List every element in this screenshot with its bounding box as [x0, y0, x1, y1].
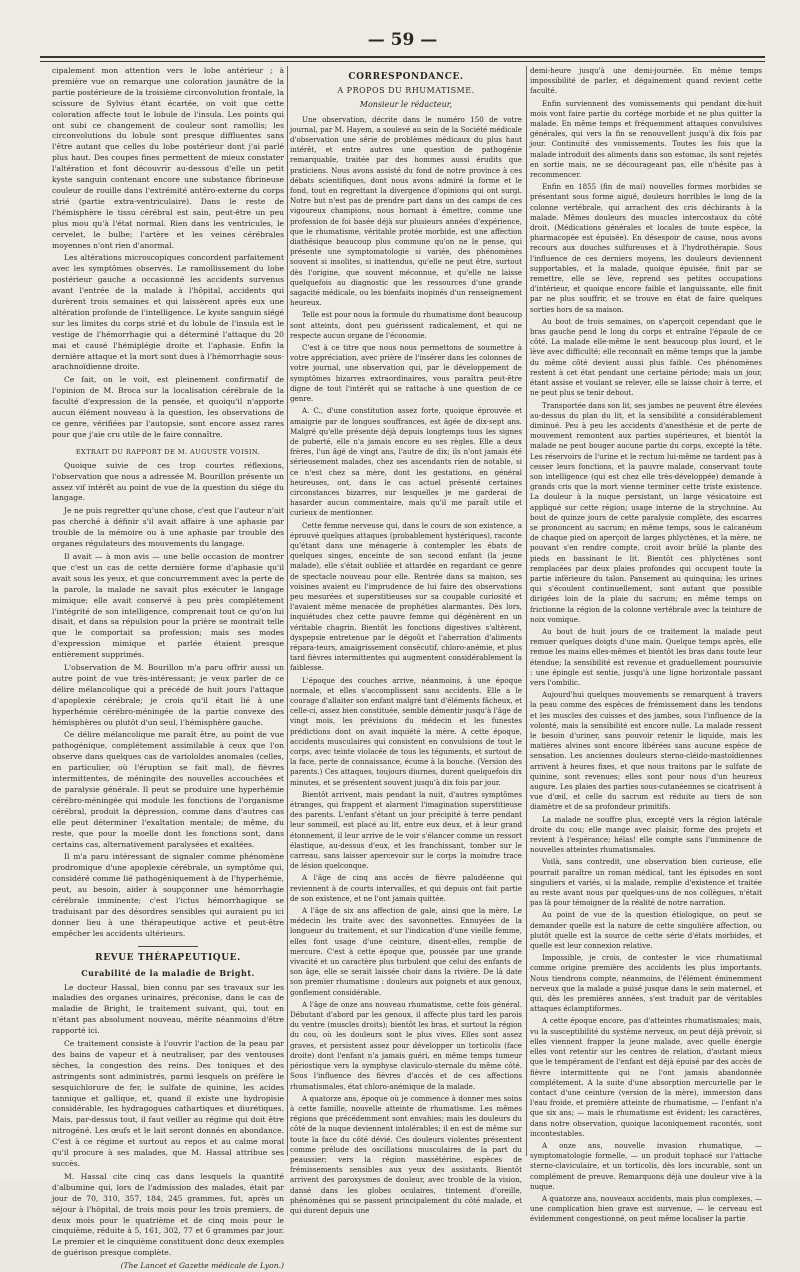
paragraph: Cette femme nerveuse qui, dans le cours de son existence, a éprouvé quelques attaques (probablement hystériques), raconte qu'étant dans une ménagerie à contempler les ébats de quelques singes, enceinte de son second enfant (la jeune malade), elle s'était oubliée et attardée en regardant ce genre de spectacle nouveau pour elle. Rentrée dans sa maison, ses voisines avaient eu l'imprudence de lui faire des observations peu mesurées et superstitieuses sur sa coupable curiosité et l'avaient même menacée de prophéties alarmantes. Dès lors, inquiétudes chez cette pauvre femme qui dégénèrent en un véritable chagrin. Bientôt les fonctions digestives s'altèrent, dyspepsie entretenue par le dégoût et l'aberration d'aliments répara-teurs, amaigrissement consécutif, chloro-anémie, et plus tard fièvres intermittentes qui augmentent considérablement la faiblesse. [290, 520, 522, 673]
column-right [530, 66, 762, 1224]
page-header [40, 30, 765, 60]
paragraph: Quoique suivie de ces trop courtes réflexions, l'observation que nous a adressée M. Bourillon présente un assez vif intérêt au point de vue de la question du siége du langage. [52, 460, 284, 503]
section-title-correspondance: CORRESPONDANCE. [348, 72, 464, 82]
paragraph: A quatorze ans, nouveaux accidents, mais plus complexes, — une complication bien grave est survenue, — le cerveau est évidemment congestionné, on peut même localiser la partie [530, 1193, 762, 1224]
paragraph: cipalement mon attention vers le lobe antérieur ; à première vue on remarque une coloration jaunâtre de la partie postérieure de la troisième circonvolution frontale, la scissure de Sylvius étant écartée, on voit que cette coloration affecte tout le lobule de l'insula. Les points qui ont subi ce changement de couleur sont ramollis; les circonvolutions du lobule sont presque diffluentes sans l'être autant que celles du lobe postérieur dont j'ai parlé plus haut. Des coupes fines permettent de mieux constater l'altération et font découvrir au-dessous d'elle un petit kyste sanguin contenant encore une substance fibrineuse couleur de rouille dans l'extrémité antéro-externe du corps strié (partie extra-ventriculaire). Dans le reste de l'hémisphère le tissu cérébral est sain, peut-être un peu plus mou qu'à l'état normal. Rien dans les ventricules, le cervelet, le bulbe; l'artère et les veines cérébrales moyennes n'ont rien d'anormal. [52, 66, 284, 250]
paragraph: Je ne puis regretter qu'une chose, c'est que l'auteur n'ait pas cherché à définir s'il avait affaire à une aphasie par trouble de la mémoire ou à une aphasie par trouble des organes régulateurs des mouvements du langage. [52, 506, 284, 549]
paragraph: Au point de vue de la question étiologique, on peut se demander quelle est la nature de cette singulière affection, ou plutôt quelle est la source de cette série d'états morbides, et quelle est leur connexion relative. [530, 910, 762, 951]
section-subtitle: Curabilité de la maladie de Bright. [81, 967, 255, 978]
paragraph: Bientôt arrivent, mais pendant la nuit, d'autres symptômes étranges, qui frappent et alarment l'imagination superstitieuse des parents. L'enfant s'étant un jour précipité à terre pendant leur sommeil, est placé au lit, entre eux deux, et à leur grand étonnement, il leur arrive de le voir s'élancer comme un ressort élastique, au-dessus d'eux, et les franchissant, tomber sur le carreau, sans laisser apercevoir sur le corps la moindre trace de lésion quelconque. [290, 789, 522, 871]
paragraph: Ce fait, on le voit, est pleinement confirmatif de l'opinion de M. Broca sur la localisation cérébrale de la faculté d'expression de la pensée, et quoiqu'il n'apporte aucun élément nouveau à la question, les observations de ce genre, vérifiées par l'autopsie, sont encore assez rares pour que j'aie cru utile de le faire connaître. [52, 375, 284, 439]
header-rule [40, 56, 765, 62]
salutation: Monsieur le rédacteur, [359, 100, 453, 110]
paragraph: Il m'a paru intéressant de signaler comme phénomène prodromique d'une apoplexie cérébrale, un symptôme qui, considéré comme lié pathogéniquement à de l'hyperhémie, peut, au besoin, aider à soupçonner une hémorrhagie cérébrale imminente; c'est l'ictus hémorrhagique se traduisant par des désordres sensibles qui auraient pu ici donner lieu à une thérapeutique active et peut-être empêcher les accidents ultérieurs. [52, 852, 284, 938]
column-middle [290, 66, 522, 1215]
paragraph: Voilà, sans contredit, une observation bien curieuse, elle pourrait paraître un roman médical, tant les épisodes en sont singuliers et variés, si la malade, remplie d'existence et traitée au reste avant nous par quelques-uns de nos collègues, n'était pas là pour témoigner de la réalité de notre narration. [530, 857, 762, 908]
section-subtitle: A PROPOS DU RHUMATISME. [337, 86, 475, 96]
source-citation: (The Lancet et Gazette médicale de Lyon.) [120, 1261, 284, 1271]
paragraph: Au bout de trois semaines, on s'aperçoit cependant que le bras gauche pend le long du corps et entraîne l'épaule de ce côté. La malade elle-même le sent beaucoup plus lourd, et le lève avec difficulté; elle reconnaît en même temps que la jambe du même côté devient aussi plus faible. Ces phénomènes restent à cet état pendant une certaine période; mais un jour, étant assise et voulant se relever, elle se laisse choir à terre, et ne peut plus se tenir debout. [530, 316, 762, 398]
paragraph: L'observation de M. Bourillon m'a paru offrir aussi un autre point de vue très-intéressant; je veux parler de ce délire mélancolique qui a précédé de huit jours l'attaque d'apoplexie cérébrale; je crois qu'il était lié à une hyperhémie cérébro-méningée de la partie convexe des hémisphères ou plutôt d'un seul, l'hémisphère gauche. [52, 663, 284, 727]
paragraph: C'est à ce titre que nous nous permettons de soumettre à votre appréciation, avec prière de l'insérer dans les colonnes de votre journal, une observation qui, par le développement de symptômes bizarres extraordinaires, vous paraîtra peut-être digne de tout l'intérêt qui se rattache à une question de ce genre. [290, 343, 522, 404]
paragraph: M. Hassal cite cinq cas dans lesquels la quantité d'albumine qui, lors de l'admission des malades, était par jour de 70, 310, 357, 184, 245 grammes, fut, après un séjour à l'hôpital, de trois mois pour les trois premiers, de deux mois pour le quatrième et de cinq mois pour le cinquième, réduite à 5, 161, 302, 77 et 6 grammes par jour. Le premier et le cinquième constituent donc deux exemples de guérison presque complète. [52, 1171, 284, 1258]
paragraph: Telle est pour nous la formule du rhumatisme dont beaucoup sont atteints, dont peu guérissent radicalement, et qui ne respecte aucun organe de l'économie. [290, 310, 522, 340]
paragraph: A. C., d'une constitution assez forte, quoique éprouvée et amaigrie par de longues souffrances, est âgée de dix-sept ans. Malgré qu'elle présente déjà depuis longtemps tous les signes de puberté, elle n'a jamais encore eu ses règles. Elle a deux frères, l'un âgé de vingt ans, l'autre de dix; ils n'ont jamais été sérieusement malades, chez ses ascendants rien de notable, si ce n'est chez sa mère, dont les gestations, en général heureuses, ont, dans le cas actuel présenté certaines circonstances bizarres, sur lesquelles je me garderai de hasarder aucun commentaire, mais qu'il me paraît utile et curieux de mentionner. [290, 406, 522, 518]
paragraph: Ce délire mélancolique me paraît être, au point de vue pathogénique, complétement assimilable à ceux que l'on observe dans quelques cas de variololdes anomales (celles, en particulier, où l'éruption se fait mal), de fièvres intermittentes, de méningite des nouvelles accouchées et de paralysie générale. Il peut se produire une hyperhémie cérébro-méningée qui module les fonctions de l'organisme cérébral, produit la dépression, comme dans d'autres cas elle peut déterminer l'exaltation mentale; de même, du reste, que pour la moelle dont les fonctions sont, dans certains cas, alternativement paralysées et exaltées. [52, 730, 284, 849]
column-left [52, 66, 284, 1271]
paragraph: Le docteur Hassal, bien connu par ses travaux sur les maladies des organes urinaires, préconise, dans le cas de maladie de Bright, le traitement suivant, qui, tout en n'étant pas absolument nouveau, mérite néanmoins d'être rapporté ici. [52, 982, 284, 1036]
paragraph: Enfin en 1855 (fin de mai) nouvelles formes morbides se présentant sous forme aiguë, douleurs horribles le long de la colonne vertébrale, qui arrachent des cris déchirants à la malade. Mêmes douleurs des muscles intercostaux du côté droit. (Médications générales et locales de toute espèce, la pharmacopée est épuisée). En désespoir de cause, nous avons recours aux douches sulfureuses et à l'hydrothérapie. Sous l'influence de ces derniers moyens, les douleurs deviennent supportables, et la malade, quoique épuisée, finit par se remettre, elle se lève, reprend ses petites occupations d'intérieur, et quoique encore faible et languissante, elle finit par ne plus souffrir, et se trouve en état de faire quelques sorties hors de sa maison. [530, 182, 762, 314]
paragraph: Ce traitement consiste à l'ouvrir l'action de la peau par des bains de vapeur et à neutraliser, par des ventouses sèches, la congestion des reins. Des toniques et des astringents sont administrés, parmi lesquels on préfère le sesquichlorure de fer, le sulfate de quinine, les acides tannique et gallique, et, quand il existe une hydropisie considérable, les hydragogues cathartiques et diurétiques. Mais, par-dessus tout, il faut veiller au régime qui doit être nitrogéné. Les œufs et le lait seront donnés en abondance. C'est à ce régime et surtout au repos et au calme moral qu'il procure à ses malades, que M. Hassal attribue ses succès. [52, 1039, 284, 1168]
section-divider [138, 946, 198, 947]
paragraph: demi-heure jusqu'à une demi-journée. En même temps impossibilité de parler, et dégainement quand revient cette faculté. [530, 66, 762, 96]
paragraph: L'époque des couches arrive, néanmoins, à une époque normale, et elles s'accomplissent sans accidents. Elle a le courage d'allaiter son enfant malgré tant d'éléments fâcheux, et celle-ci, assez bien constituée, semble démentir jusqu'à l'âge de vingt mois, les prévisions du médecin et les funestes prédictions dont on avait inquiété la mère. A cette époque, accidents musculaires qui consistent en convulsions de tout le corps, avec teinte violacée de tous les téguments, et surtout de la face, perte de connaissance, écume à la bouche. (Version des parents.) Ces attaques, toujours diurnes, durent quelquefois dix minutes, et se présentent souvent jusqu'à dix fois par jour. [290, 675, 522, 787]
page-number: — 59 — [367, 30, 438, 50]
paragraph: Les altérations microscopiques concordent parfaitement avec les symptômes observés. Le ramollissement du lobe postérieur gauche a occasionné les accidents survenus avant l'entrée de la malade à l'hôpital, accidents qui durèrent trois semaines et qui laissèrent après eux une altération profonde de l'intelligence. Le kyste sanguin siégé sur les limites du corps strié et du lobule de l'insula est le vestige de l'hémorrhagie qui a déterminé l'attaque du 20 mai et causé l'hémiplégie droite et l'aphasie. Enfin la dernière attaque et la mort sont dues à l'hémorrhagie sous-arachnoïdienne droite. [52, 253, 284, 372]
paragraph: Une observation, décrite dans le numéro 150 de votre journal, par M. Hayem, a soulevé au sein de la Société médicale d'observation une série de problèmes médicaux du plus haut intérêt, et entre autres une question de pathogénie remarquable, traitée par des hommes aussi érudits que praticiens. Nous avons assisté du fond de notre province à ces débats scientifiques, dont nous avons admiré la forme et le fond, tout en regrettant la divergence d'opinions qui ont surgi. Notre but n'est pas de prendre part dans un des camps de ces vigoureux champions, nous bornant à émettre, comme une profession de foi basée déjà sur plusieurs années d'expérience, que le rhumatisme, véritable protée morbide, est une affection diathésique beaucoup plus commune qu'on ne le pense, qui présente une symptomatologie si variée, des phénomènes souvent si insolites, si inattendus, qu'elle ne peut être, surtout dès l'origine, que souvent méconnue, et qu'elle ne laisse quelquefois au diagnostic que les ressources d'une grande sagacité médicale, ou les bienfaits inopinés d'un renseignement heureux. [290, 114, 522, 308]
paragraph: A quatorze ans, époque où je commence à donner mes soins à cette famille, nouvelle atteinte de rhumatisme. Les mêmes régions que précédemment sont envahies; mais les douleurs du côté de la nuque deviennent intolérables; il en est de même sur toute la face du côté dévié. Ces douleurs violentes présentent comme prélude des oscillations musculaires de la part du peaussier; vers la région massétérine, espèces de frémissements sensibles aux yeux des assistants. Bientôt arrivent des paroxysmes de douleur, avec trouble de la vision, dansé dans les globes oculaires, tintement d'oreille, phénomènes qui se passent principalement du côté malade, et qui durent depuis une [290, 1093, 522, 1215]
paragraph: Au bout de huit jours de ce traitement la malade peut remuer quelques doigts d'une main. Quelque temps après, elle remue les mains elles-mêmes et bientôt les bras dans toute leur étendue; la sensibilité est revenue et graduellement poursuivie : une épingle est sentie, jusqu'à une ligne horizontale passant vers l'ombilic. [530, 626, 762, 687]
extract-heading: EXTRAIT DU RAPPORT DE M. AUGUSTE VOISIN. [75, 447, 261, 456]
paragraph: Aujourd'hui quelques mouvements se remarquent à travers la peau comme des espèces de frémissement dans les tendons et les muscles des cuisses et des jambes, sous l'influence de la volonté, mais la sensibilité est encore nulle. La malade ressent le besoin d'uriner, sans pouvoir retenir le liquide, mais les matières alvines sont encore libérées sans aucune espèce de sensation. Les anciennes douleurs sterno-cléido-mastoïdiennes arrivent à heures fixes, et que nous traitons par le sulfate de quinine, sont revenues; elles sont pour nous d'un heureux augure. Les plaies des parties sous-cutanéennes se cicatrisent à vue d'œil, et celle du sacrum est réduite au tiers de son diamètre et de sa profondeur primitifs. [530, 690, 762, 812]
paragraph: A l'âge de cinq ans accès de fièvre paludéenne qui reviennent à de courts intervalles, et qui depuis ont fait partie de son existence, et ne l'ont jamais quittée. [290, 873, 522, 903]
section-title-revue: REVUE THÉRAPEUTIQUE. [95, 952, 241, 963]
paragraph: La malade ne souffre plus, excepté vers la région latérale droite du cou; elle mange avec plaisir, forme des projets et revient à l'espérance; hélas! elle compte sans l'imminence de nouvelles atteintes rhumatismales. [530, 814, 762, 855]
paragraph: Il avait — à mon avis — une belle occasion de montrer que c'est un cas de cette dernière forme d'aphasie qu'il avait sous les yeux, et que concurremment avec la perte de la parole, la malade ne savait plus exécuter le langage mimique; elle avait conservé à peu près complétement l'intégrité de son intelligence, comprenait tout ce qu'on lui disait, et dans sa répulsion pour la prière se montrait telle que le comportait sa profession; mais ses modes d'expression mimique et parlée étaient presque entièrement supprimés. [52, 551, 284, 660]
paragraph: A l'âge de six ans affection de gale, ainsi que la mère. Le médecin les traite avec des savonnettes. Ennuyées de la longueur du traitement, et sur l'indication d'une vieille femme, elles font usage d'une ceinture, disent-elles, remplie de mercure. C'est à cette époque que, poussée par une grande vivacité et un caractère plus turbulent que celui des enfants de son âge, elle se serait laissée choir dans la rivière. De là date son premier rhumatisme : douleurs aux poignets et aux genoux, gonflement considérable. [290, 906, 522, 997]
column-divider-left [287, 66, 288, 1156]
paragraph: A l'âge de onze ans nouveau rhumatisme, cette fois général. Débutant d'abord par les genoux, il affecte plus tard les parois du ventre (muscles droits); bientôt les bras, et surtout la région du cou, où les douleurs sont le plus vives. Elles sont assez graves, et persistent assez pour développer un torticolis (face droite) dont l'enfant n'a jamais guéri, en même temps tumeur périostique vers la symphyse claviculo-sternale du même côté. Sous l'influence des fièvres d'accès et de ces affections rhumatismales, état chloro-anémique de la malade. [290, 999, 522, 1091]
paragraph: Enfin surviennent des vomissements qui pendant dix-huit mois vont faire partie du cortége morbide et ne plus quitter la malade. En même temps et fréquemment attaques convulsives générales, qui vers la fin se renouvellent jusqu'à dix fois par jour. Continuité des vomissements. Toutes les fois que la malade introduit des aliments dans son estomac, ils sont rejetés en sortie mais, ne se décourageant pas, elle n'hésite pas à recommencer. [530, 98, 762, 180]
column-divider-right [526, 66, 527, 1156]
paragraph: A onze ans, nouvelle invasion rhumatique, — symptomatologie formelle, — un produit tophacé sur l'attache sterno-claviculaire, et un torticolis, dès lors incurable, sont un complément de preuve. Remarquons déjà une douleur vive à la nuque. [530, 1140, 762, 1191]
paragraph: Impossible, je crois, de contester le vice rhumatismal comme origine première des accidents les plus importants. Nous tiendrons compte, néanmoins, de l'élément éminemment nerveux que la malade a puisé jusque dans le sein maternel, et qui, dès les premières années, s'est traduit par de véritables attaques éclamptiformes. [530, 953, 762, 1014]
paragraph: A cette époque encore, pas d'atteintes rhumatismales; mais, vu la susceptibilité du système nerveux, on peut déjà prévoir, si elles viennent frapper la jeune malade, avec quelle énergie elles vont retentir sur les centres de relation, d'autant mieux que le tempérament de l'enfant est déjà épuisé par des accès de fièvre intermittente qui ne l'ont jamais abandonnée complétement. A la suite d'une absorption mercurielle par le contact d'une ceinture (version de la mère), immersion dans l'eau froide, et première atteinte de rhumatisme, — l'enfant n'a que six ans; — mais le rhumatisme est évident; les caractères, dans notre observation, quoique laconiquement racontés, sont incontestables. [530, 1016, 762, 1138]
paragraph: Transportée dans son lit, ses jambes ne peuvent être élevées au-dessus du plan du lit, et la sensibilité a considérablement diminué. Peu à peu les accidents d'anesthésie et de perte de mouvement remontent aux parties supérieures, et bientôt la malade ne peut bouger aucune partie du corps, excepté la tête. Les réservoirs de l'urine et le rectum lui-même ne tardent pas à cesser leurs fonctions, et la pauvre malade, conservant toute son intelligence (qui est chez elle très-développée) demande à grands cris que la mort vienne terminer cette triste existence. La douleur à la nuque persistant, un large vésicatoire est appliqué sur cette région; usage interne de la strychnine. Au bout de quinze jours de cette paralysie complète, des escarres se prononcent au sacrum; en même temps, sous le calcanéum de chaque pied on aperçoit de larges phlyctènes, et la mère, ne pouvant s'en rendre compte, croit avoir brûlé la plante des pieds en bassinant le lit. Bientôt ces phlyctènes sont remplacées par deux plaies profondes qui occupent toute la partie inférieure du talon. Pansement au quinquina; les urines qui s'écoulent continuellement, sont autant que possible dirigées loin de la plaie du sacrum; en même temps on frictionne la région de la colonne vertébrale avec la teinture de noix vomique. [530, 400, 762, 624]
